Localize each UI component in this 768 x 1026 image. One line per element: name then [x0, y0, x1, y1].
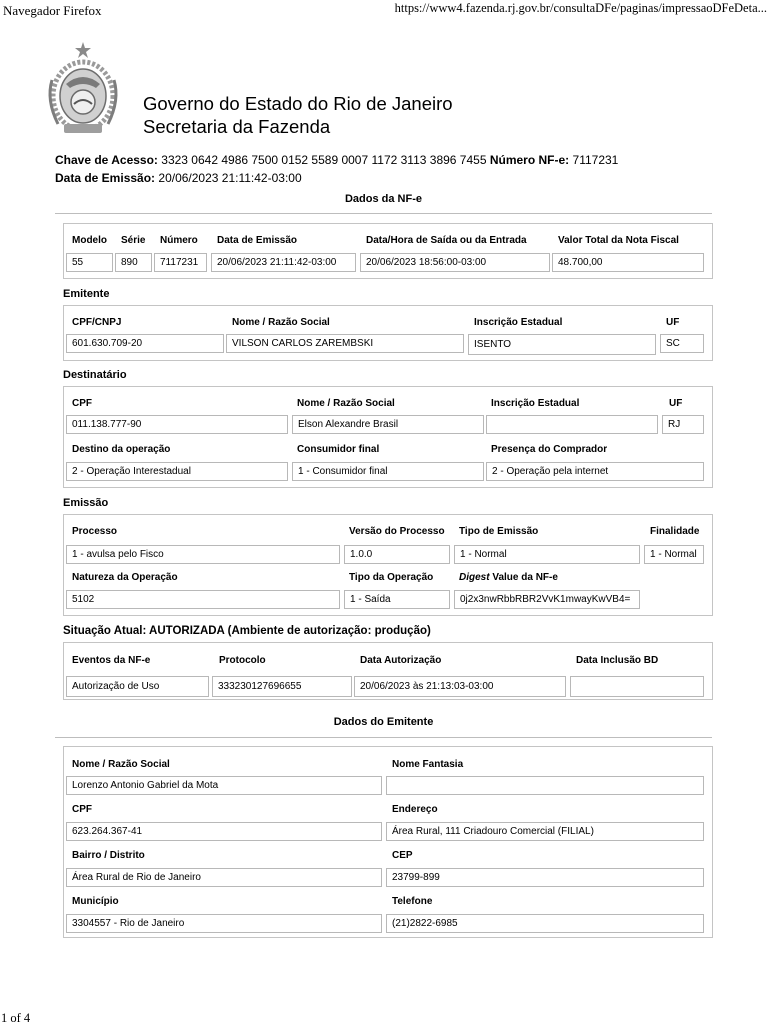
modelo-field: 55 — [66, 253, 113, 272]
emit-cpf-field: 623.264.367-41 — [66, 822, 382, 841]
header-government-name: Governo do Estado do Rio de Janeiro — [143, 93, 453, 114]
digest-value-label — [459, 572, 558, 583]
dest-uf-field: RJ — [662, 415, 704, 434]
bairro-label: Bairro / Distrito — [72, 850, 145, 861]
nome-fantasia-label: Nome Fantasia — [392, 759, 464, 770]
uf-label: UF — [666, 317, 680, 328]
telefone-label: Telefone — [392, 896, 433, 907]
versao-processo-label: Versão do Processo — [349, 526, 445, 537]
eventos-field: Autorização de Uso — [66, 676, 209, 697]
municipio-label: Município — [72, 896, 119, 907]
protocolo-field: 333230127696655 — [212, 676, 352, 697]
data-emissao-label: Data de Emissão — [217, 235, 298, 246]
natureza-operacao-label: Natureza da Operação — [72, 572, 178, 583]
tipo-emissao-field: 1 - Normal — [454, 545, 640, 564]
numero-label: Número — [160, 235, 198, 246]
situacao-box — [63, 642, 713, 700]
page-count: 1 of 4 — [1, 1011, 31, 1025]
tipo-emissao-label: Tipo de Emissão — [459, 526, 539, 537]
numero-nfe-label: Número NF-e: — [489, 153, 570, 167]
divider — [55, 213, 712, 214]
numero-nfe-value: 7117231 — [572, 153, 619, 167]
summary-line-data — [55, 171, 302, 185]
dest-cpf-label: CPF — [72, 398, 92, 409]
processo-field: 1 - avulsa pelo Fisco — [66, 545, 340, 564]
serie-label: Série — [121, 235, 146, 246]
dest-uf-label: UF — [669, 398, 683, 409]
uf-field: SC — [660, 334, 704, 353]
destinatario-box — [63, 386, 713, 488]
inscricao-estadual-field: ISENTO — [468, 334, 656, 355]
dest-inscricao-estadual-label: Inscrição Estadual — [491, 398, 580, 409]
municipio-field: 3304557 - Rio de Janeiro — [66, 914, 382, 933]
destino-operacao-label: Destino da operação — [72, 444, 171, 455]
endereco-field: Área Rural, 111 Criadouro Comercial (FILIAL) — [386, 822, 704, 841]
consumidor-final-field: 1 - Consumidor final — [292, 462, 484, 481]
divider — [55, 737, 712, 738]
coat-of-arms-logo — [44, 40, 122, 138]
data-autorizacao-field: 20/06/2023 às 21:13:03-03:00 — [354, 676, 566, 697]
data-saida-field: 20/06/2023 18:56:00-03:00 — [360, 253, 550, 272]
dest-inscricao-estadual-field — [486, 415, 658, 434]
protocolo-label: Protocolo — [219, 655, 266, 666]
emitente-box — [63, 305, 713, 361]
header-secretariat-name: Secretaria da Fazenda — [143, 116, 331, 137]
eventos-label: Eventos da NF-e — [72, 655, 151, 666]
serie-field: 890 — [115, 253, 152, 272]
summary-line-chave — [55, 153, 618, 167]
finalidade-label: Finalidade — [650, 526, 700, 537]
chave-label: Chave de Acesso: — [55, 153, 158, 167]
group-title-emitente: Emitente — [63, 288, 110, 300]
data-autorizacao-label: Data Autorização — [360, 655, 442, 666]
valor-total-field: 48.700,00 — [552, 253, 704, 272]
numero-field: 7117231 — [154, 253, 207, 272]
section-title-dados-emitente: Dados do Emitente — [333, 716, 434, 728]
digest-label-italic: Digest — [459, 572, 490, 583]
nome-fantasia-field — [386, 776, 704, 795]
consumidor-final-label: Consumidor final — [297, 444, 380, 455]
dest-razao-social-label: Nome / Razão Social — [297, 398, 395, 409]
data-emissao-value: 20/06/2023 21:11:42-03:00 — [158, 171, 302, 185]
data-emissao-label: Data de Emissão: — [55, 171, 156, 185]
dest-razao-social-field: Elson Alexandre Brasil — [292, 415, 484, 434]
tipo-operacao-field: 1 - Saída — [344, 590, 450, 609]
chave-value: 3323 0642 4986 7500 0152 5589 0007 1172 3113 3896 7455 — [161, 153, 487, 167]
dest-cpf-field: 011.138.777-90 — [66, 415, 288, 434]
data-emissao-field: 20/06/2023 21:11:42-03:00 — [211, 253, 356, 272]
emit-cpf-label: CPF — [72, 804, 92, 815]
versao-processo-field: 1.0.0 — [344, 545, 450, 564]
cep-label: CEP — [392, 850, 413, 861]
digest-value-field: 0j2x3nwRbbRBR2VvK1mwayKwVB4= — [454, 590, 640, 609]
telefone-field: (21)2822-6985 — [386, 914, 704, 933]
browser-url: https://www4.fazenda.rj.gov.br/consultaDFe/paginas/impressaoDFeDeta... — [394, 1, 767, 15]
cpf-cnpj-label: CPF/CNPJ — [72, 317, 122, 328]
browser-title: Navegador Firefox — [3, 3, 102, 18]
data-inclusao-bd-label: Data Inclusão BD — [576, 655, 659, 666]
finalidade-field: 1 - Normal — [644, 545, 704, 564]
processo-label: Processo — [72, 526, 118, 537]
inscricao-estadual-label: Inscrição Estadual — [474, 317, 563, 328]
modelo-label: Modelo — [72, 235, 107, 246]
valor-total-label: Valor Total da Nota Fiscal — [558, 235, 679, 246]
bairro-field: Área Rural de Rio de Janeiro — [66, 868, 382, 887]
endereco-label: Endereço — [392, 804, 438, 815]
group-title-destinatario: Destinatário — [63, 369, 127, 381]
nfe-data-box — [63, 223, 713, 279]
emissao-box — [63, 514, 713, 616]
presenca-comprador-field: 2 - Operação pela internet — [486, 462, 704, 481]
data-saida-label: Data/Hora de Saída ou da Entrada — [366, 235, 527, 246]
tipo-operacao-label: Tipo da Operação — [349, 572, 434, 583]
data-inclusao-bd-field — [570, 676, 704, 697]
situacao-title: Situação Atual: AUTORIZADA (Ambiente de autorização: produção) — [63, 625, 431, 637]
group-title-emissao: Emissão — [63, 497, 109, 509]
digest-label-rest: Value da NF-e — [489, 572, 558, 583]
presenca-comprador-label: Presença do Comprador — [491, 444, 608, 455]
emit-razao-social-field: Lorenzo Antonio Gabriel da Mota — [66, 776, 382, 795]
razao-social-label: Nome / Razão Social — [232, 317, 330, 328]
cpf-cnpj-field: 601.630.709-20 — [66, 334, 224, 353]
emit-razao-social-label: Nome / Razão Social — [72, 759, 170, 770]
destino-operacao-field: 2 - Operação Interestadual — [66, 462, 288, 481]
razao-social-field: VILSON CARLOS ZAREMBSKI — [226, 334, 464, 353]
dados-emitente-box — [63, 746, 713, 938]
section-title-dados-nfe: Dados da NF-e — [344, 193, 422, 205]
natureza-operacao-field: 5102 — [66, 590, 340, 609]
cep-field: 23799-899 — [386, 868, 704, 887]
